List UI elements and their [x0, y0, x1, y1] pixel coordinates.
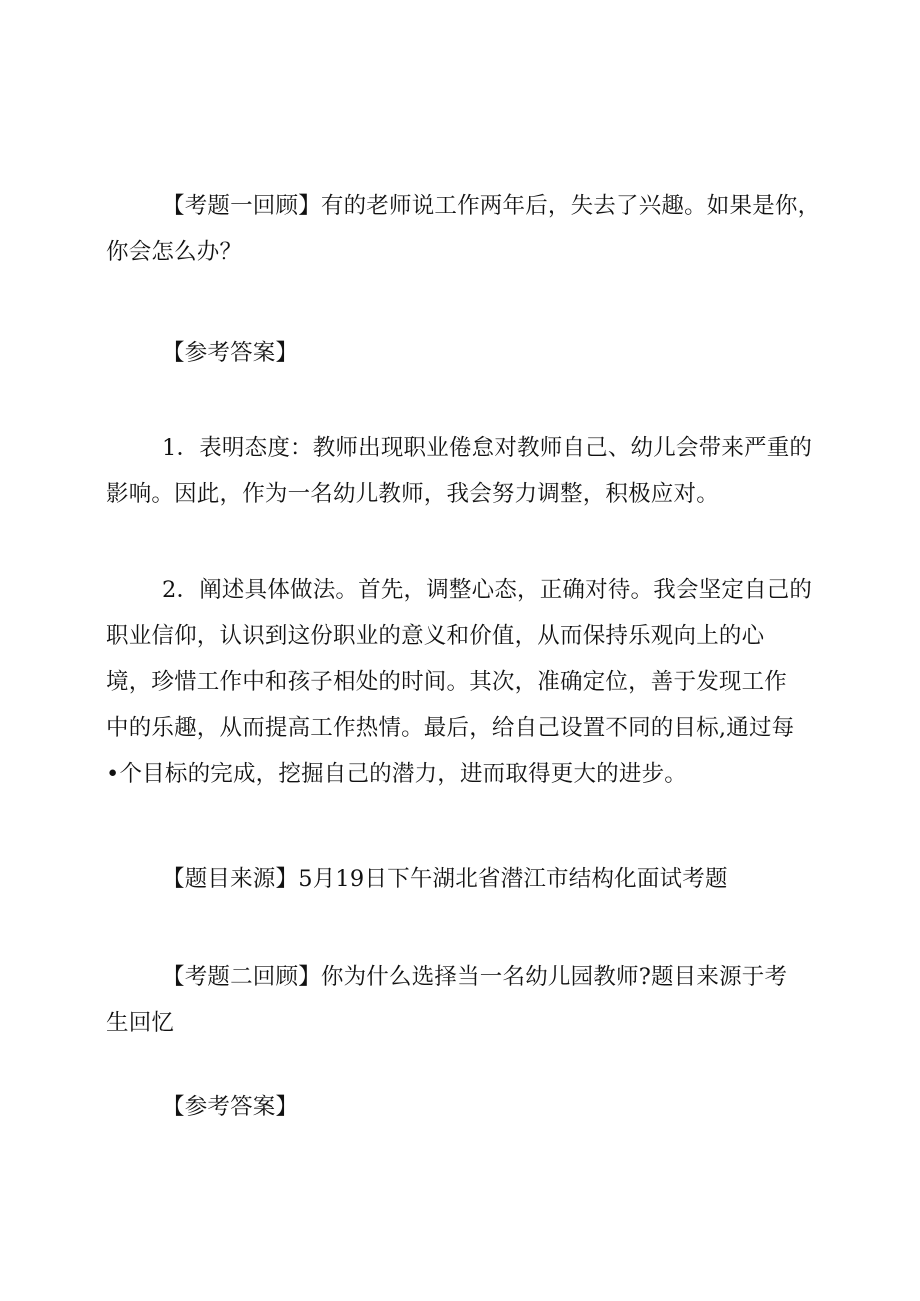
answer-heading-one: 【参考答案】: [162, 340, 299, 366]
answer-point-one-line: 影响。因此，作为一名幼儿教师，我会努力调整，积极应对。: [106, 481, 719, 507]
answer-heading-two: 【参考答案】: [162, 1094, 299, 1120]
question-one-line: 你会怎么办？: [106, 239, 243, 265]
answer-point-two-line: 职业信仰，认识到这份职业的意义和价值，从而保持乐观向上的心: [106, 623, 765, 649]
answer-point-one: [106, 425, 826, 517]
answer-point-two-line: 境，珍惜工作中和孩子相处的时间。其次，准确定位，善于发现工作: [106, 669, 788, 695]
answer-point-two: [106, 567, 826, 797]
answer-point-two-line: 中的乐趣，从而提高工作热情。最后，给自己设置不同的目标,通过每: [106, 715, 795, 741]
question-two-line: 【考题二回顾】你为什么选择当一名幼儿园教师?题目来源于考: [162, 964, 788, 990]
question-two: [106, 954, 826, 1046]
answer-point-two-line: •个目标的完成，挖掘自己的潜力，进而取得更大的进步。: [106, 761, 687, 787]
question-one: [106, 183, 826, 275]
question-two-line: 生回忆: [106, 1010, 175, 1036]
question-one-line: 【考题一回顾】有的老师说工作两年后，失去了兴趣。如果是你，: [162, 193, 821, 219]
answer-point-one-line: 1．表明态度：教师出现职业倦怠对教师自己、幼儿会带来严重的: [162, 435, 813, 461]
answer-point-two-line: 2．阐述具体做法。首先，调整心态，正确对待。我会坚定自己的: [162, 577, 813, 603]
question-source: 【题目来源】5月19日下午湖北省潜江市结构化面试考题: [162, 866, 728, 892]
